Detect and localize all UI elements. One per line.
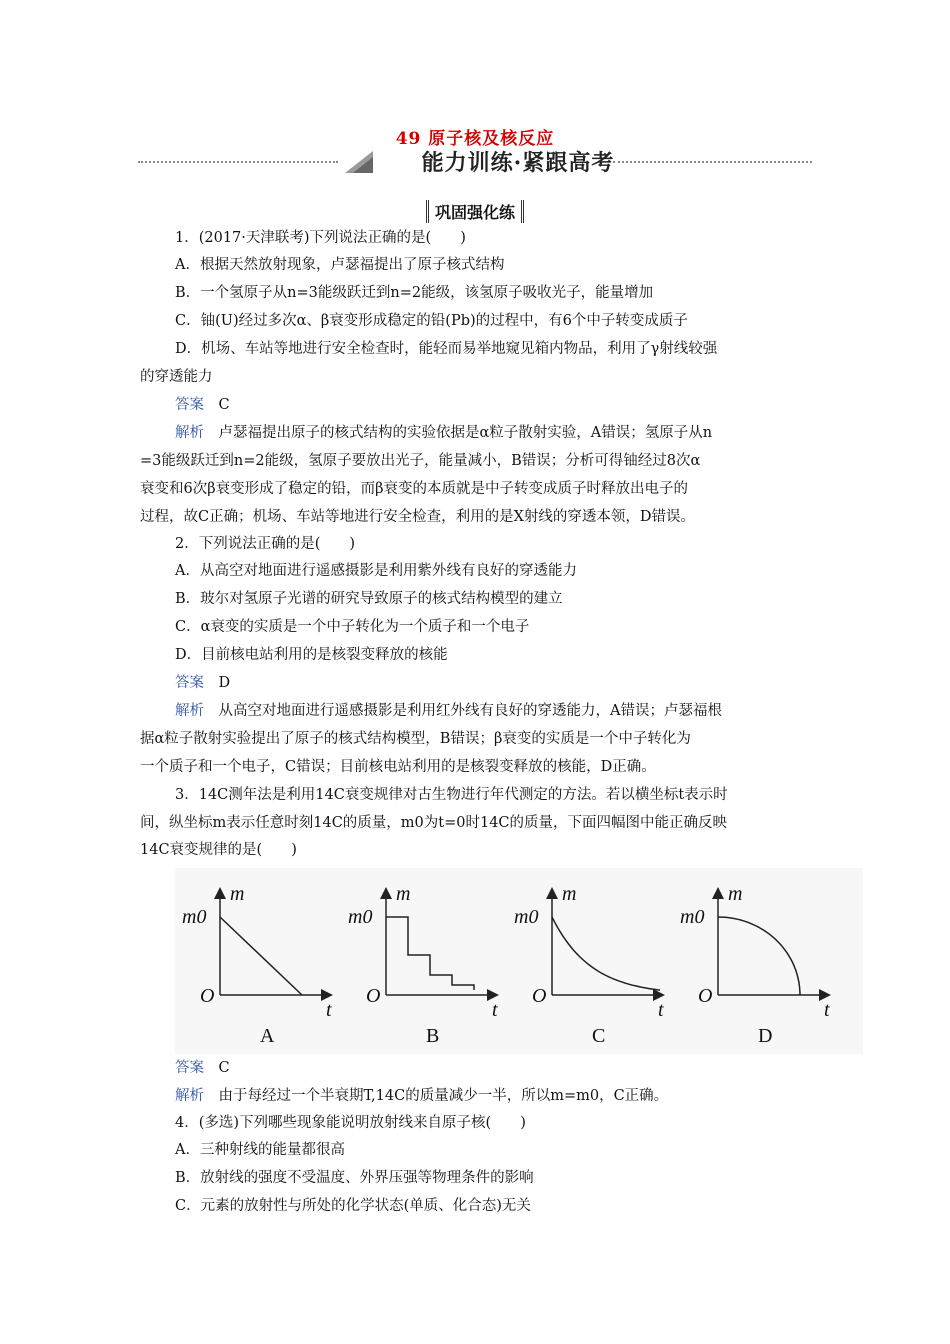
q3-answer-value: C (218, 1060, 230, 1076)
chart-panel-label: D (758, 1025, 773, 1047)
banner-title: 能力训练·紧跟高考 (421, 150, 615, 176)
page-title: 49 原子核及核反应 (395, 129, 555, 149)
banner (138, 146, 812, 176)
chart-panel-label: B (426, 1025, 440, 1047)
q1-analysis-line2: =3能级跃迁到n=2能级，氢原子要放出光子，能量减小，B错误；分析可得铀经过8次α (140, 453, 701, 469)
banner-divider-left (138, 161, 338, 163)
chart-m0-label: m0 (514, 906, 539, 928)
chart-y-label: m (230, 883, 245, 905)
banner-divider-right (613, 161, 812, 163)
chart-m0-label: m0 (680, 906, 705, 928)
q2-answer (175, 673, 230, 693)
q1-option-a: A．根据天然放射现象，卢瑟福提出了原子核式结构 (175, 257, 505, 273)
chart-x-label: t (492, 999, 498, 1021)
q1-analysis-line1 (175, 423, 712, 443)
chart-panel-label: A (260, 1025, 275, 1047)
chart-x-label: t (658, 999, 664, 1021)
q3-stem-line1: 3．14C测年法是利用14C衰变规律对古生物进行年代测定的方法。若以横坐标t表示时 (175, 787, 728, 803)
chart-panel-label: C (592, 1025, 606, 1047)
decay-graphs-figure (175, 868, 863, 1054)
q3-stem-line3: 14C衰变规律的是( ) (140, 842, 297, 858)
q1-stem: 1．(2017·天津联考)下列说法正确的是( ) (175, 230, 466, 246)
q3-answer (175, 1058, 230, 1078)
q1-option-d-line2: 的穿透能力 (140, 369, 213, 385)
decay-graphs-svg (175, 868, 863, 1054)
q1-option-b: B．一个氢原子从n=3能级跃迁到n=2能级，该氢原子吸收光子，能量增加 (175, 285, 654, 301)
chart-y-label: m (562, 883, 577, 905)
q2-analysis-line1 (175, 701, 722, 721)
stair-logo-icon (343, 149, 375, 175)
analysis-label: 解析 (175, 425, 204, 441)
q4-stem: 4．(多选)下列哪些现象能说明放射线来自原子核( ) (175, 1115, 526, 1131)
chart-origin-label: O (366, 985, 381, 1007)
chart-m0-label: m0 (348, 906, 373, 928)
q1-option-c: C．铀(U)经过多次α、β衰变形成稳定的铅(Pb)的过程中，有6个中子转变成质子 (175, 313, 688, 329)
chart-x-label: t (326, 999, 332, 1021)
chart-origin-label: O (698, 985, 713, 1007)
answer-label: 答案 (175, 1060, 204, 1076)
q4-option-b: B．放射线的强度不受温度、外界压强等物理条件的影响 (175, 1170, 534, 1186)
q3-stem-line2: 间，纵坐标m表示任意时刻14C的质量，m0为t=0时14C的质量，下面四幅图中能正确反映 (140, 815, 728, 831)
chart-decay-curve (220, 917, 302, 995)
chart-decay-curve (552, 917, 660, 990)
chart-x-label: t (824, 999, 830, 1021)
q1-option-d-line1: D．机场、车站等地进行安全检查时，能轻而易举地窥见箱内物品，利用了γ射线较强 (175, 341, 718, 357)
q1-analysis-line3: 衰变和6次β衰变形成了稳定的铅，而β衰变的本质就是中子转变成质子时释放出电子的 (140, 481, 688, 497)
q2-stem: 2．下列说法正确的是( ) (175, 536, 356, 552)
q2-analysis-text1: 从高空对地面进行遥感摄影是利用红外线有良好的穿透能力，A错误；卢瑟福根 (218, 703, 722, 719)
chart-m0-label: m0 (182, 906, 207, 928)
q4-option-a: A．三种射线的能量都很高 (175, 1142, 345, 1158)
q1-answer-value: C (218, 397, 230, 413)
q1-analysis-text1: 卢瑟福提出原子的核式结构的实验依据是α粒子散射实验，A错误；氢原子从n (218, 425, 713, 441)
q3-analysis (175, 1086, 668, 1106)
answer-label: 答案 (175, 675, 204, 691)
q4-option-c: C．元素的放射性与所处的化学状态(单质、化合态)无关 (175, 1198, 531, 1214)
q2-option-d: D．目前核电站利用的是核裂变释放的核能 (175, 647, 448, 663)
q2-analysis-line2: 据α粒子散射实验提出了原子的核式结构模型，B错误；β衰变的实质是一个中子转化为 (140, 731, 691, 747)
q2-option-a: A．从高空对地面进行遥感摄影是利用紫外线有良好的穿透能力 (175, 563, 577, 579)
q3-analysis-text: 由于每经过一个半衰期T,14C的质量减少一半，所以m=m0，C正确。 (218, 1088, 669, 1104)
analysis-label: 解析 (175, 703, 204, 719)
q2-option-b: B．玻尔对氢原子光谱的研究导致原子的核式结构模型的建立 (175, 591, 563, 607)
analysis-label: 解析 (175, 1088, 204, 1104)
chart-origin-label: O (532, 985, 547, 1007)
q2-answer-value: D (218, 675, 231, 691)
q1-analysis-line4: 过程，故C正确；机场、车站等地进行安全检查，利用的是X射线的穿透本领，D错误。 (140, 509, 696, 525)
chart-y-label: m (728, 883, 743, 905)
chart-decay-curve (386, 917, 474, 990)
q1-answer (175, 395, 230, 415)
answer-label: 答案 (175, 397, 204, 413)
section-header (0, 200, 950, 223)
q2-option-c: C．α衰变的实质是一个中子转化为一个质子和一个电子 (175, 619, 530, 635)
q2-analysis-line3: 一个质子和一个电子，C错误；目前核电站利用的是核裂变释放的核能，D正确。 (140, 759, 656, 775)
chart-decay-curve (718, 917, 800, 995)
section-title: 巩固强化练 (426, 200, 524, 223)
chart-y-label: m (396, 883, 411, 905)
chart-origin-label: O (200, 985, 215, 1007)
